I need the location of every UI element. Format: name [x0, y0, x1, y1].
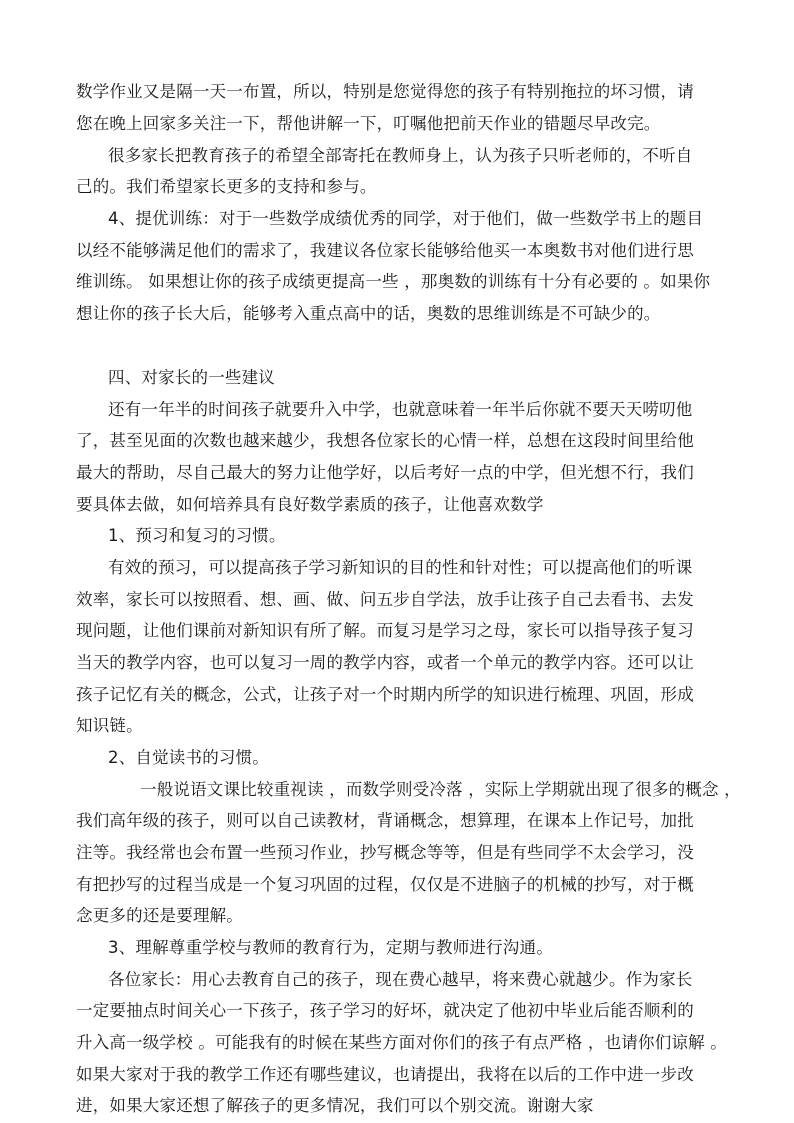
section-heading: 四、对家长的一些建议 — [108, 368, 275, 387]
text-line: 一般说语文课比较重视读 ，而数学则受冷落 ，实际上学期就出现了很多的概念 ， — [140, 780, 741, 799]
text-line: 进，如果大家还想了解孩子的更多情况，我们可以个别交流。谢谢大家 — [76, 1096, 594, 1115]
text-line: 各位家长：用心去教育自己的孩子，现在费心越早，将来费心就越少。作为家长 — [108, 970, 693, 989]
text-line: 了，甚至见面的次数也越来越少，我想各位家长的心情一样，总想在这段时间里给他 — [76, 431, 694, 450]
text-line: 要具体去做，如何培养具有良好数学素质的孩子，让他喜欢数学 — [76, 495, 544, 514]
subheading: 1、预习和复习的习惯。 — [108, 526, 286, 545]
text-line: 想让你的孩子长大后，能够考入重点高中的话，奥数的思维训练是不可缺少的。 — [76, 304, 661, 323]
text-line: 还有一年半的时间孩子就要升入中学，也就意味着一年半后你就不要天天唠叨他 — [108, 400, 693, 419]
text-line: 注等。我经常也会布置一些预习作业，抄写概念等等，但是有些同学不太会学习，没 — [76, 843, 694, 862]
text-line: 有把抄写的过程当成是一个复习巩固的过程，仅仅是不进脑子的机械的抄写，对于概 — [76, 875, 694, 894]
text-line: 您在晚上回家多关注一下，帮他讲解一下，叮嘱他把前天作业的错题尽早改完。 — [76, 114, 661, 133]
text-line: 数学作业又是隔一天一布置，所以，特别是您觉得您的孩子有特别拖拉的坏习惯，请 — [76, 82, 694, 101]
text-line: 如果大家对于我的教学工作还有哪些建议，也请提出，我将在以后的工作中进一步改 — [76, 1065, 694, 1084]
text-line: 孩子记忆有关的概念，公式，让孩子对一个时期内所学的知识进行梳理、巩固，形成 — [76, 685, 694, 704]
text-line: 一定要抽点时间关心一下孩子，孩子学习的好坏，就决定了他初中毕业后能否顺利的 — [76, 1001, 694, 1020]
text-line: 现问题，让他们课前对新知识有所了解。而复习是学习之母，家长可以指导孩子复习 — [76, 621, 694, 640]
text-line: 效率，家长可以按照看、想、画、做、问五步自学法，放手让孩子自己去看书、去发 — [76, 590, 694, 609]
text-line: 己的。我们希望家长更多的支持和参与。 — [76, 177, 377, 196]
text-line: 很多家长把教育孩子的希望全部寄托在教师身上，认为孩子只听老师的，不听自 — [108, 146, 693, 165]
text-line: 当天的教学内容，也可以复习一周的教学内容，或者一个单元的教学内容。还可以让 — [76, 653, 694, 672]
text-line: 知识链。 — [76, 716, 143, 735]
subheading: 3、理解尊重学校与教师的教育行为，定期与教师进行沟通。 — [108, 938, 553, 957]
text-line: 以经不能够满足他们的需求了，我建议各位家长能够给他买一本奥数书对他们进行思 — [76, 241, 694, 260]
text-line: 4、提优训练：对于一些数学成绩优秀的同学，对于他们，做一些数学书上的题目 — [108, 209, 704, 228]
text-line: 我们高年级的孩子，则可以自己读教材，背诵概念，想算理，在课本上作记号，加批 — [76, 811, 694, 830]
text-line: 维训练。 如果想让你的孩子成绩更提高一些 ，那奥数的训练有十分有必要的 。如果你 — [76, 272, 711, 291]
text-line: 有效的预习，可以提高孩子学习新知识的目的性和针对性；可以提高他们的听课 — [108, 558, 693, 577]
subheading: 2、自觉读书的习惯。 — [108, 748, 269, 767]
text-line: 最大的帮助，尽自己最大的努力让他学好，以后考好一点的中学，但光想不行，我们 — [76, 463, 694, 482]
text-line: 升入高一级学校 。可能我有的时候在某些方面对你们的孩子有点严格 ，也请你们谅解 。 — [76, 1033, 727, 1052]
text-line: 念更多的还是要理解。 — [76, 906, 243, 925]
